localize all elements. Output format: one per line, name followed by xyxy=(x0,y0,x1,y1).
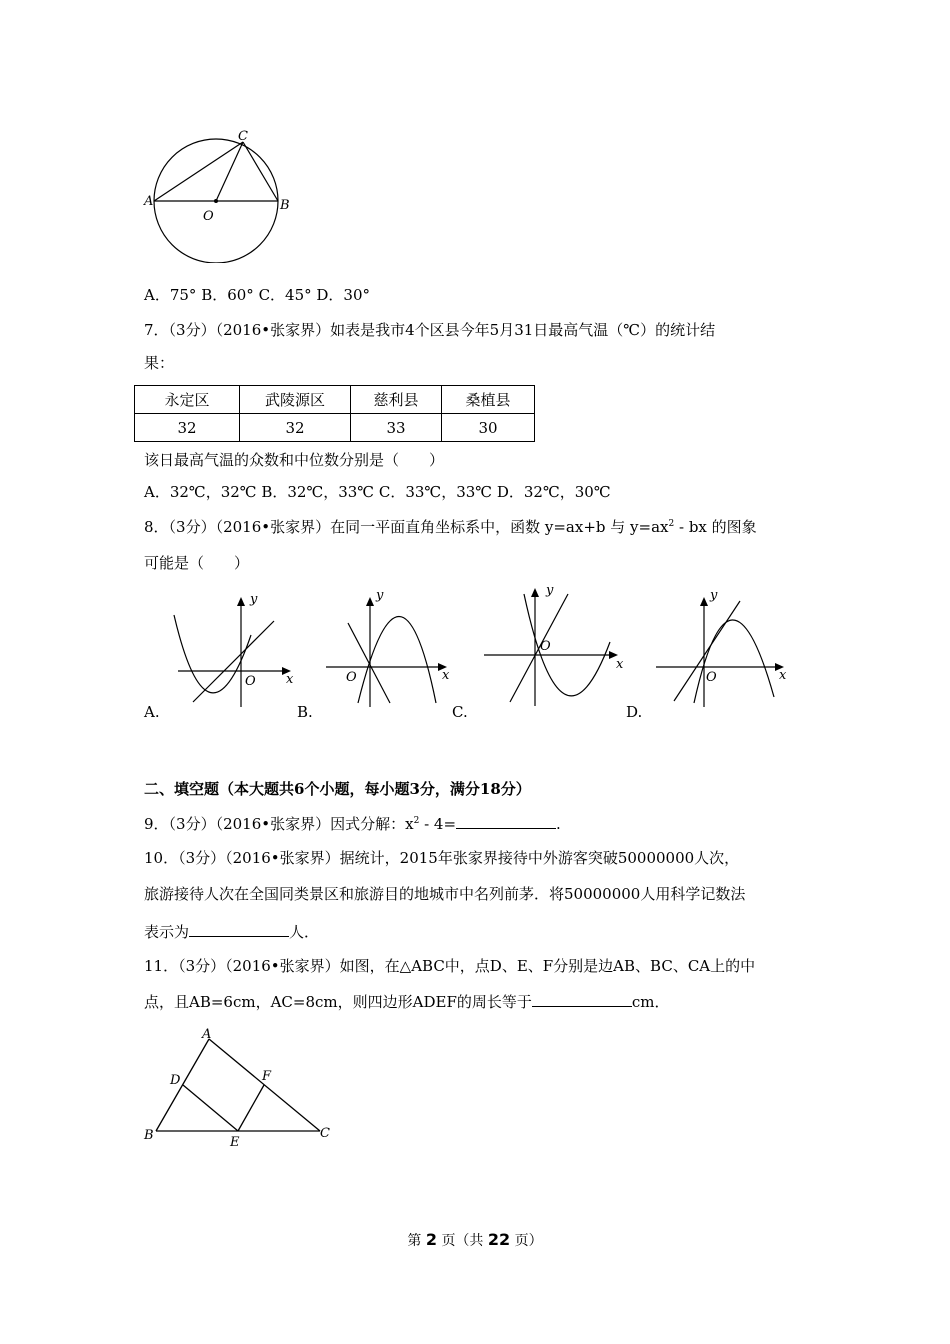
origin-label: O xyxy=(706,670,717,685)
q11-text-post: cm． xyxy=(631,993,670,1011)
table-cell: 30 xyxy=(442,414,535,442)
q7-text-line2: 果： xyxy=(144,354,175,372)
point-label-b: B xyxy=(280,198,290,213)
table-cell: 32 xyxy=(135,414,240,442)
graph-option-c-label: C. xyxy=(452,703,468,721)
circle-figure xyxy=(140,128,300,263)
table-cell: 32 xyxy=(240,414,351,442)
q10-text-line2: 旅游接待人次在全国同类景区和旅游目的地城市中名列前茅．将50000000人用科学记数法 xyxy=(144,885,746,903)
point-label-f: F xyxy=(262,1069,272,1084)
q11-answer-blank[interactable] xyxy=(532,992,632,1007)
q11-text-line1: 11．（3分）（2016•张家界）如图，在△ABC中，点D、E、F分别是边AB、BC、CA上的中 xyxy=(144,957,756,975)
table-header-cell: 永定区 xyxy=(135,386,240,414)
q8-text-post: - bx 的图象 xyxy=(674,518,757,536)
table-header-cell: 慈利县 xyxy=(351,386,442,414)
graph-option-b xyxy=(318,585,463,710)
y-axis-label: y xyxy=(546,583,554,598)
table-header-cell: 桑植县 xyxy=(442,386,535,414)
graph-option-b-label: B. xyxy=(297,703,313,721)
q10-text-post: 人． xyxy=(289,923,320,941)
point-label-e: E xyxy=(230,1135,240,1150)
x-axis-label: x xyxy=(442,668,450,683)
footer-pre: 第 xyxy=(407,1233,422,1249)
q9-text-end: . xyxy=(556,815,561,833)
point-label-b: B xyxy=(144,1128,154,1143)
table-cell: 33 xyxy=(351,414,442,442)
q8-text-line2: 可能是（ ） xyxy=(144,554,250,572)
q10-answer-blank[interactable] xyxy=(189,922,289,937)
y-axis-label: y xyxy=(250,592,258,607)
q11-text-line2 xyxy=(144,992,669,1012)
q9-exponent: 2 xyxy=(413,816,420,826)
table-row xyxy=(135,414,535,442)
point-label-a: A xyxy=(144,194,154,209)
q9-text-pre: 9．（3分）（2016•张家界）因式分解：x xyxy=(144,815,414,833)
q8-text-pre: 8．（3分）（2016•张家界）在同一平面直角坐标系中，函数 y=ax+b 与 y=ax xyxy=(144,518,669,536)
table-header-row xyxy=(135,386,535,414)
q6-options: A．75° B．60° C．45° D．30° xyxy=(144,286,371,304)
page-footer xyxy=(0,1230,950,1250)
q10-text-line3 xyxy=(144,922,319,942)
x-axis-label: x xyxy=(779,668,787,683)
q11-text-pre: 点，且AB=6cm，AC=8cm，则四边形ADEF的周长等于 xyxy=(144,993,532,1011)
y-axis-label: y xyxy=(376,588,384,603)
origin-label: O xyxy=(540,639,551,654)
x-axis-label: x xyxy=(286,672,294,687)
point-label-o: O xyxy=(203,209,214,224)
temperature-table xyxy=(134,385,535,442)
graph-option-d-label: D. xyxy=(626,703,643,721)
q10-text-line1: 10．（3分）（2016•张家界）据统计，2015年张家界接待中外游客突破50000000人次， xyxy=(144,849,740,867)
q9-text xyxy=(144,814,561,834)
table-header-cell: 武陵源区 xyxy=(240,386,351,414)
origin-label: O xyxy=(346,670,357,685)
footer-page-number: 2 xyxy=(425,1230,437,1249)
origin-label: O xyxy=(245,674,256,689)
q9-text-post: - 4= xyxy=(419,815,457,833)
q8-text-line1 xyxy=(144,517,757,537)
point-label-c: C xyxy=(320,1126,330,1141)
section-title: 二、填空题（本大题共6个小题，每小题3分，满分18分） xyxy=(144,780,531,798)
q7-question: 该日最高气温的众数和中位数分别是（ ） xyxy=(144,451,445,469)
x-axis-label: x xyxy=(616,657,624,672)
graph-option-a xyxy=(160,585,305,710)
triangle-figure xyxy=(140,1022,340,1152)
q10-text-pre: 表示为 xyxy=(144,923,190,941)
point-label-a: A xyxy=(202,1027,212,1042)
point-label-d: D xyxy=(170,1073,181,1088)
q9-answer-blank[interactable] xyxy=(456,814,556,829)
footer-mid: 页（共 xyxy=(441,1233,484,1249)
q8-exponent: 2 xyxy=(668,519,675,529)
q7-options: A．32℃，32℃ B．32℃，33℃ C．33℃，33℃ D．32℃，30℃ xyxy=(144,483,611,501)
footer-post: 页） xyxy=(514,1233,543,1249)
graph-option-c xyxy=(480,580,630,710)
graph-option-d xyxy=(652,585,797,710)
q7-text-line1: 7．（3分）（2016•张家界）如表是我市4个区县今年5月31日最高气温（℃）的统计结 xyxy=(144,321,716,339)
point-label-c: C xyxy=(238,129,248,144)
graph-option-a-label: A. xyxy=(144,703,160,721)
footer-total-pages: 22 xyxy=(487,1230,511,1249)
y-axis-label: y xyxy=(710,588,718,603)
